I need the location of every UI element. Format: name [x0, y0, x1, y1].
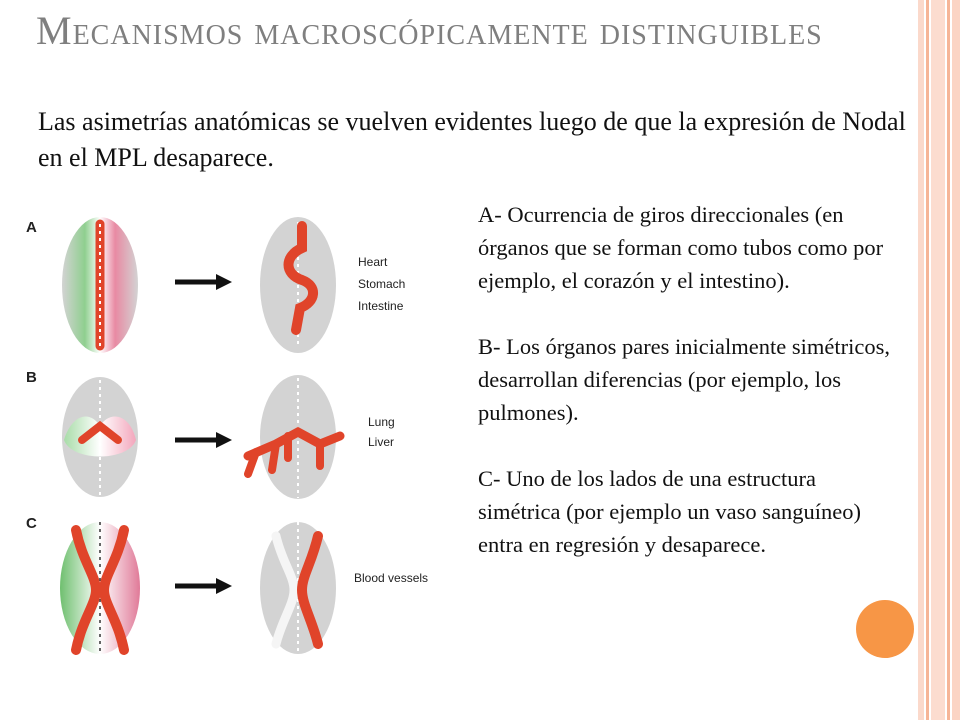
- label-stomach: Stomach: [358, 277, 406, 291]
- decorative-stripes: [918, 0, 960, 720]
- arrow-a-head: [216, 274, 232, 290]
- panel-b: [62, 375, 395, 499]
- label-lung: Lung: [368, 415, 395, 429]
- label-liver: Liver: [368, 435, 395, 449]
- label-intestine: Intestine: [358, 299, 404, 313]
- accent-dot: [856, 600, 914, 658]
- paragraph-a: A- Ocurrencia de giros direccionales (en órganos que se forman como tubos como por ejemplo, el corazón y el intestino).: [478, 202, 884, 293]
- paragraph-c: C- Uno de los lados de una estructura simétrica (por ejemplo un vaso sanguíneo) entra en regresión y desaparece.: [478, 466, 862, 557]
- description-column: [478, 198, 898, 594]
- panel-letter-a: A: [26, 219, 37, 236]
- panel-letter-b: B: [26, 369, 37, 386]
- arrow-b-head: [216, 432, 232, 448]
- slide-intro: Las asimetrías anatómicas se vuelven evidentes luego de que la expresión de Nodal en el MPL desaparece.: [38, 107, 906, 172]
- embryo-figure: [20, 200, 460, 670]
- arrow-c-head: [216, 578, 232, 594]
- embryo-diagram: [20, 200, 460, 670]
- panel-c: [60, 522, 428, 654]
- label-heart: Heart: [358, 255, 388, 269]
- slide-title: Mecanismos macroscópicamente distinguibles: [36, 8, 823, 53]
- panel-a: [62, 217, 405, 353]
- panel-letter-c: C: [26, 515, 37, 532]
- paragraph-b: B- Los órganos pares inicialmente simétricos, desarrollan diferencias (por ejemplo, los pulmones).: [478, 334, 890, 425]
- label-blood-vessels: Blood vessels: [354, 571, 429, 585]
